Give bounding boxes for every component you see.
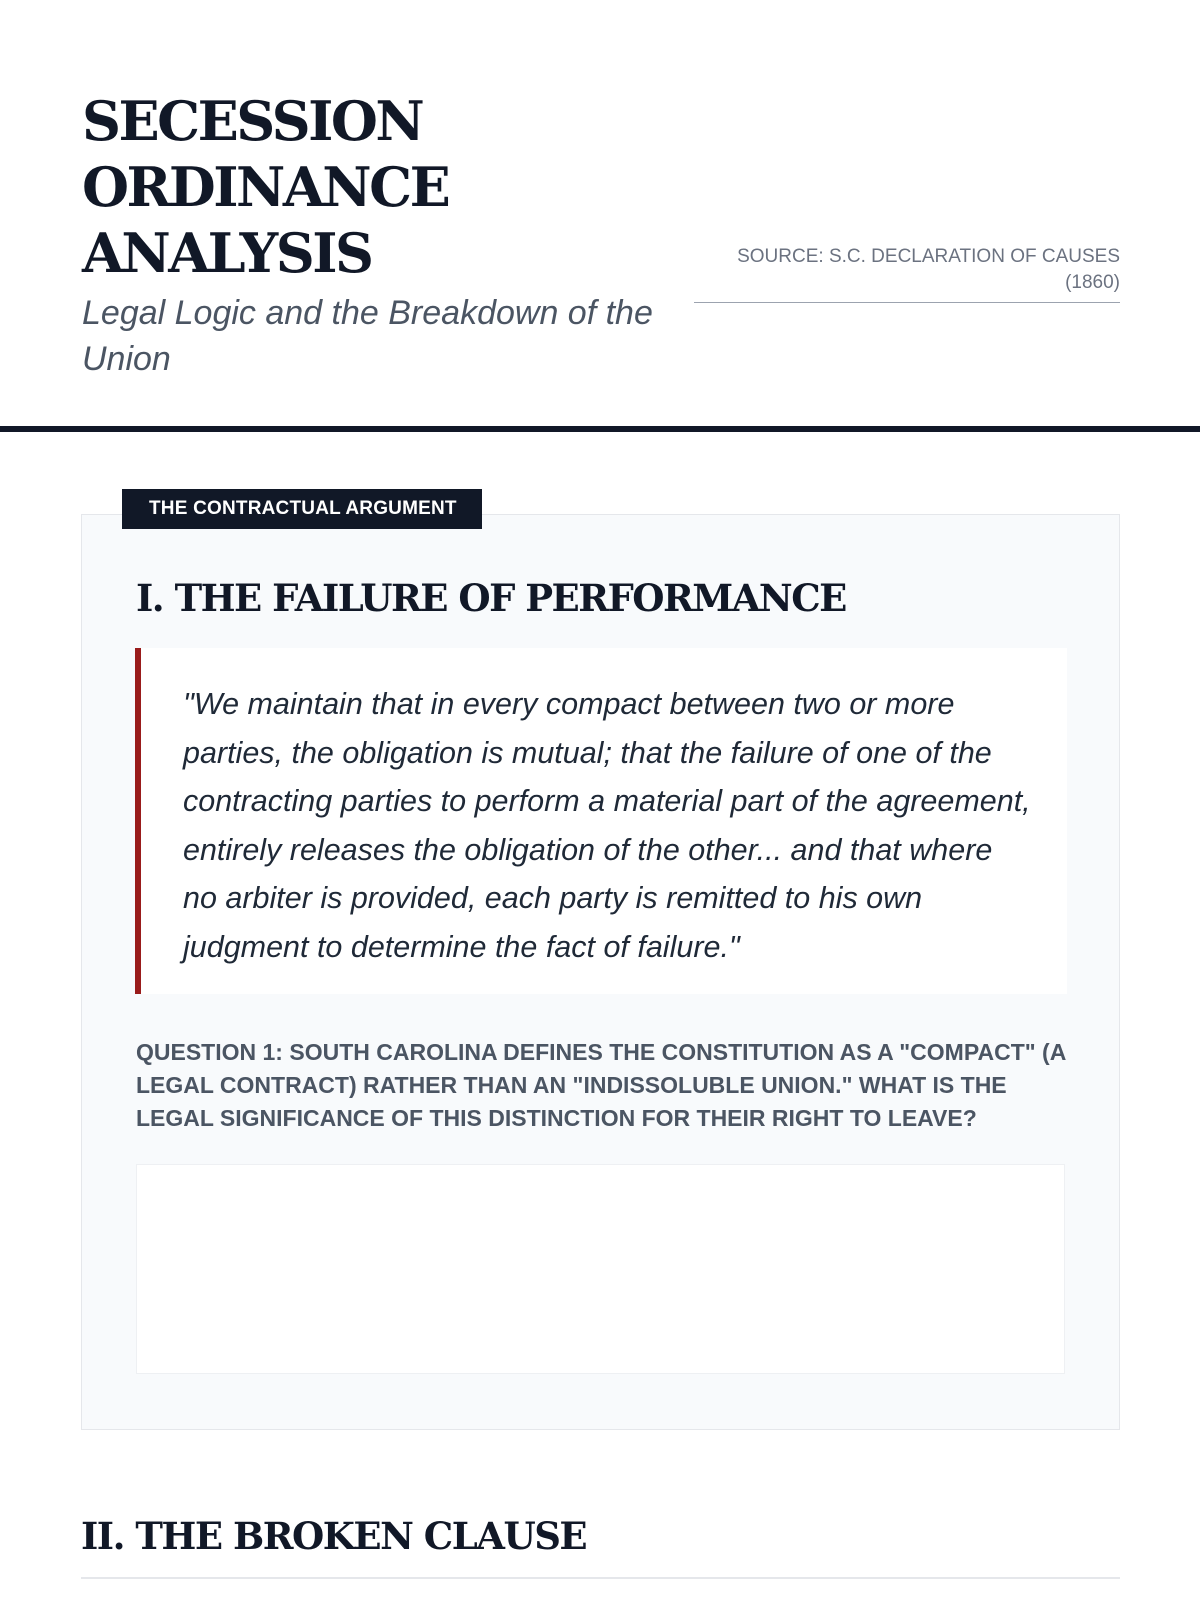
question-one-answer-field[interactable] bbox=[136, 1164, 1065, 1374]
header-divider bbox=[0, 426, 1200, 432]
section-two-heading: II. THE BROKEN CLAUSE bbox=[81, 1514, 587, 1558]
section-two-divider bbox=[81, 1577, 1120, 1579]
section-one-heading: I. THE FAILURE OF PERFORMANCE bbox=[136, 576, 846, 620]
primary-source-quote: "We maintain that in every compact between two or more parties, the obligation is mutual; that the failure of one of the contracting parties to perform a material part of the agreement, entirely releases the obligation of the other... and that where no arbiter is provided, each party is remitted to his own judgment to determine the fact of failure." bbox=[135, 648, 1067, 994]
source-citation: SOURCE: S.C. DECLARATION OF CAUSES (1860) bbox=[694, 244, 1120, 303]
section-tag: THE CONTRACTUAL ARGUMENT bbox=[122, 489, 482, 529]
page-header bbox=[82, 88, 1120, 382]
page-title: SECESSION ORDINANCE ANALYSIS bbox=[82, 89, 449, 285]
question-one-prompt: QUESTION 1: SOUTH CAROLINA DEFINES THE CONSTITUTION AS A "COMPACT" (A LEGAL CONTRACT) RATHER THAN AN "INDISSOLUBLE UNION." WHAT IS THE LEGAL SIGNIFICANCE OF THIS DISTINCTION FOR THEIR RIGHT TO LEAVE? bbox=[136, 1039, 1066, 1131]
page-subtitle: Legal Logic and the Breakdown of the Union bbox=[82, 294, 653, 378]
